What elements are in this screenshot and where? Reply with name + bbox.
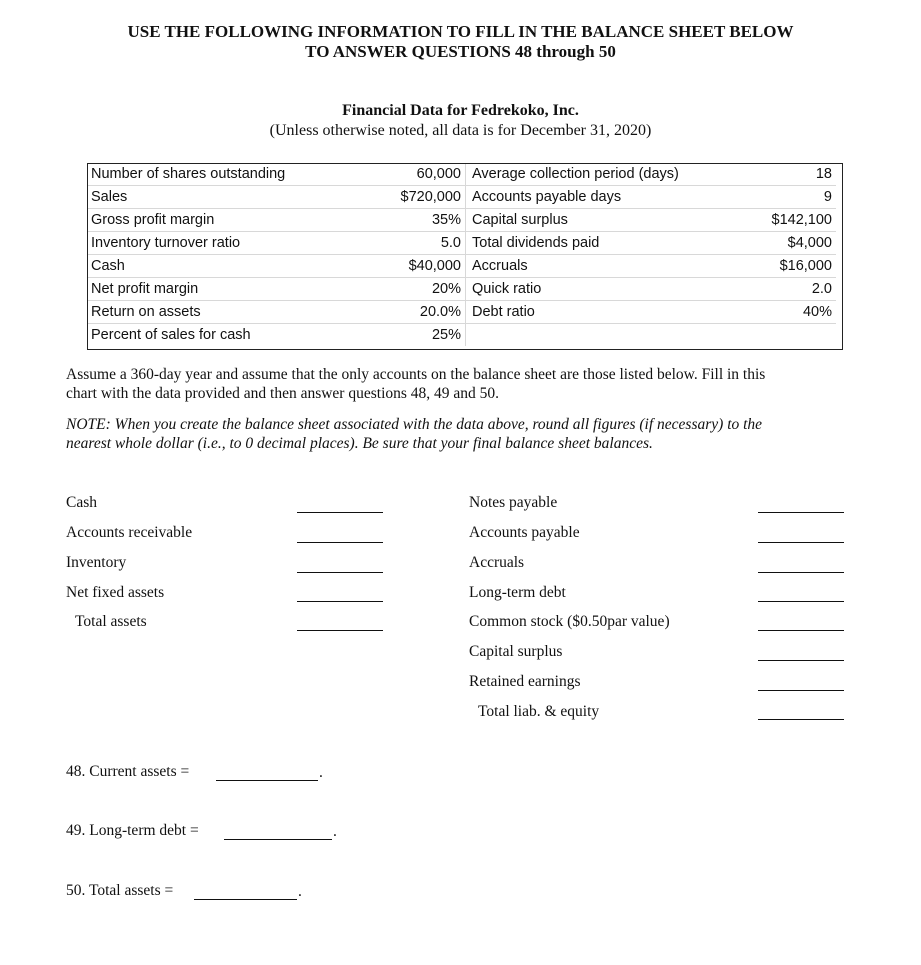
liab-total-blank[interactable] — [758, 719, 844, 720]
note-line-2: nearest whole dollar (i.e., to 0 decimal places). Be sure that your final balance sheet balances. — [66, 435, 653, 452]
financial-data-table — [87, 163, 836, 346]
row-left-label: Gross profit margin — [87, 209, 357, 232]
row-right-value: $16,000 — [726, 255, 836, 278]
row-left-value: 25% — [357, 324, 466, 347]
table-row — [87, 301, 836, 324]
question-49: 49. Long-term debt = — [66, 822, 199, 839]
header-line-1: USE THE FOLLOWING INFORMATION TO FILL IN THE BALANCE SHEET BELOW — [127, 22, 794, 41]
row-right-label: Average collection period (days) — [472, 166, 679, 182]
question-50: 50. Total assets = — [66, 882, 174, 899]
table-row — [87, 324, 836, 347]
equity-surplus-blank[interactable] — [758, 660, 844, 661]
row-left-label: Percent of sales for cash — [87, 324, 357, 347]
page-title: Financial Data for Fedrekoko, Inc. — [342, 102, 579, 119]
liab-payable-blank[interactable] — [758, 542, 844, 543]
instructions-line-1: Assume a 360-day year and assume that the only accounts on the balance sheet are those listed below. Fill in this — [66, 366, 766, 383]
table-row — [87, 186, 836, 209]
row-right-value: 2.0 — [726, 278, 836, 301]
row-left-label: Cash — [87, 255, 357, 278]
liab-accruals-label: Accruals — [469, 554, 525, 571]
table-row — [87, 209, 836, 232]
row-right-label: Accounts payable days — [466, 186, 727, 209]
row-right-value: $142,100 — [726, 209, 836, 232]
row-right-value: 18 — [815, 166, 832, 182]
question-50-blank[interactable] — [194, 899, 297, 900]
row-right-value: 40% — [726, 301, 836, 324]
row-right-value: 9 — [726, 186, 836, 209]
asset-inventory-label: Inventory — [66, 554, 127, 571]
asset-inventory-blank[interactable] — [297, 572, 383, 573]
liab-payable-label: Accounts payable — [469, 524, 580, 541]
table-row — [87, 278, 836, 301]
asset-receivable-label: Accounts receivable — [66, 524, 193, 541]
row-left-label: Inventory turnover ratio — [87, 232, 357, 255]
liab-ltdebt-blank[interactable] — [758, 601, 844, 602]
asset-cash-label: Cash — [66, 494, 97, 511]
question-48-period: . — [319, 764, 323, 781]
row-left-value: 20.0% — [357, 301, 466, 324]
question-50-period: . — [298, 883, 302, 900]
row-left-value: 60,000 — [357, 163, 466, 186]
page-subtitle: (Unless otherwise noted, all data is for December 31, 2020) — [269, 122, 652, 139]
row-left-value: $720,000 — [357, 186, 466, 209]
row-left-label: Number of shares outstanding — [91, 166, 286, 182]
liab-total-label: Total liab. & equity — [478, 703, 600, 720]
asset-cash-blank[interactable] — [297, 512, 383, 513]
row-right-label: Accruals — [466, 255, 727, 278]
liab-accruals-blank[interactable] — [758, 572, 844, 573]
equity-common-blank[interactable] — [758, 630, 844, 631]
row-right-label: Quick ratio — [466, 278, 727, 301]
table-row — [87, 232, 836, 255]
table-row — [87, 163, 836, 186]
question-48: 48. Current assets = — [66, 763, 190, 780]
row-right-label — [466, 324, 727, 347]
liab-notes-blank[interactable] — [758, 512, 844, 513]
table-row — [87, 255, 836, 278]
equity-retained-label: Retained earnings — [469, 673, 581, 690]
question-48-blank[interactable] — [216, 780, 318, 781]
liab-ltdebt-label: Long-term debt — [469, 584, 566, 601]
row-right-label: Debt ratio — [466, 301, 727, 324]
row-left-value: 35% — [357, 209, 466, 232]
asset-total-label: Total assets — [75, 613, 147, 630]
row-right-value: $4,000 — [726, 232, 836, 255]
question-49-period: . — [333, 823, 337, 840]
equity-common-label: Common stock ($0.50par value) — [469, 613, 670, 630]
row-left-label: Net profit margin — [87, 278, 357, 301]
asset-total-blank[interactable] — [297, 630, 383, 631]
row-right-label: Total dividends paid — [466, 232, 727, 255]
asset-fixed-blank[interactable] — [297, 601, 383, 602]
row-left-label: Sales — [87, 186, 357, 209]
header-line-2: TO ANSWER QUESTIONS 48 through 50 — [305, 42, 616, 61]
asset-receivable-blank[interactable] — [297, 542, 383, 543]
asset-fixed-label: Net fixed assets — [66, 584, 165, 601]
note-line-1: NOTE: When you create the balance sheet associated with the data above, round all figures (if necessary) to the — [66, 416, 763, 433]
row-left-label: Return on assets — [87, 301, 357, 324]
question-49-blank[interactable] — [224, 839, 332, 840]
row-right-label: Capital surplus — [466, 209, 727, 232]
row-left-value: $40,000 — [357, 255, 466, 278]
instructions-line-2: chart with the data provided and then answer questions 48, 49 and 50. — [66, 385, 500, 402]
row-right-value — [726, 324, 836, 347]
row-left-value: 5.0 — [357, 232, 466, 255]
liab-notes-label: Notes payable — [469, 494, 558, 511]
row-left-value: 20% — [357, 278, 466, 301]
equity-retained-blank[interactable] — [758, 690, 844, 691]
equity-surplus-label: Capital surplus — [469, 643, 563, 660]
